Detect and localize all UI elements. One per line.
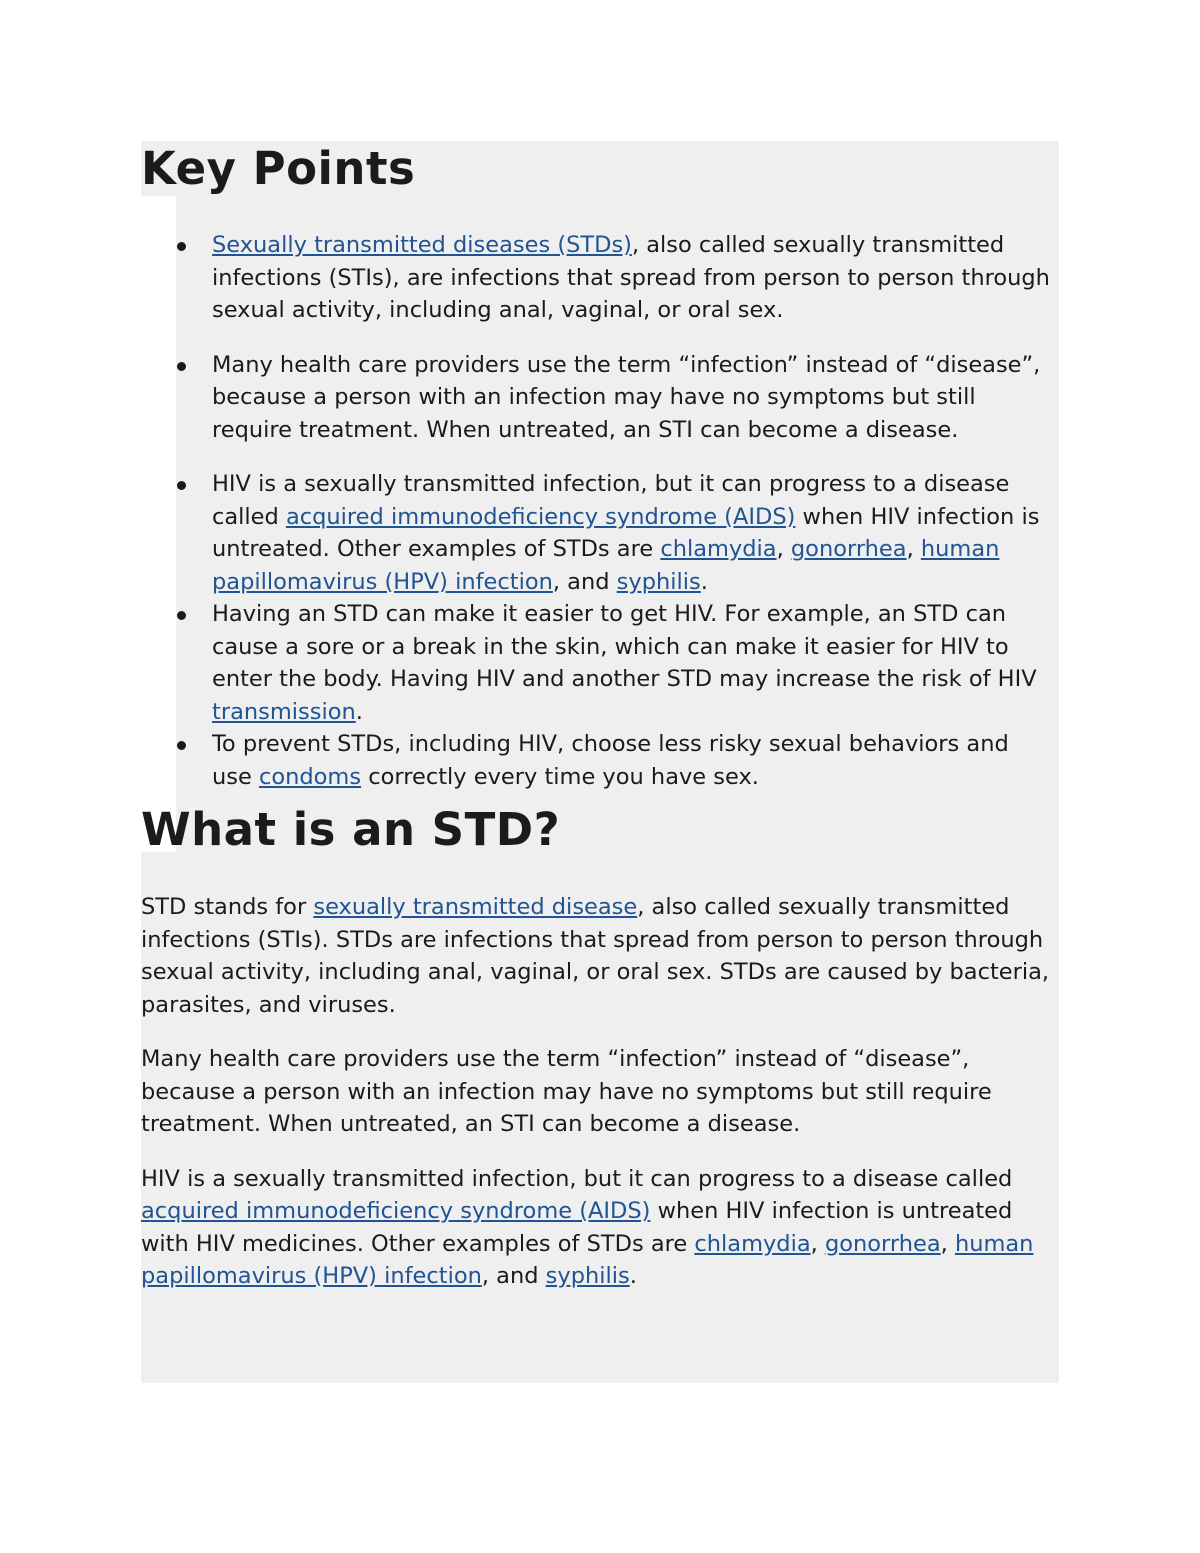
list-item: [141, 728, 1059, 793]
bullet-icon: [177, 242, 186, 251]
chlamydia-link[interactable]: chlamydia: [694, 1230, 811, 1257]
item-text: .: [355, 698, 363, 725]
item-text: .: [700, 568, 708, 595]
item-text: correctly every time you have sex.: [361, 763, 759, 790]
list-item: [141, 598, 1059, 728]
aids-link[interactable]: acquired immunodeficiency syndrome (AIDS): [141, 1198, 651, 1224]
key-points-list: [141, 229, 1059, 793]
paragraph-text: Many health care providers use the term “infection” instead of “disease”, because a person with an infection may have no symptoms but still require treatment. When untreated, an STI can become a disease.: [141, 1046, 992, 1137]
item-text: To prevent STDs, including HIV, choose less risky sexual behaviors and use: [212, 731, 1009, 790]
bullet-icon: [177, 611, 186, 620]
paragraph-text: HIV is a sexually transmitted infection, but it can progress to a disease called: [141, 1165, 1013, 1192]
hpv-link[interactable]: human papillomavirus (HPV) infection: [141, 1230, 1034, 1289]
paragraph-text: when HIV infection is untreated with HIV medicines. Other examples of STDs are: [141, 1198, 1013, 1257]
paragraph: [141, 1043, 1059, 1141]
bullet-icon: [177, 741, 186, 750]
item-text: ,: [906, 536, 921, 562]
paragraph-text: ,: [810, 1230, 825, 1257]
gonorrhea-link[interactable]: gonorrhea: [790, 536, 907, 562]
std-definition-link[interactable]: sexually transmitted disease: [313, 894, 638, 920]
item-text: Having an STD can make it easier to get HIV. For example, an STD can cause a sore or a break in the skin, which can make it easier for HIV to enter the body. Having HIV and another STD may increase the risk of HIV: [212, 601, 1037, 692]
aids-link[interactable]: acquired immunodeficiency syndrome (AIDS): [285, 503, 796, 530]
paragraph: [141, 1163, 1059, 1293]
bullet-icon: [177, 481, 186, 490]
transmission-link[interactable]: transmission: [212, 698, 356, 725]
item-text: , and: [552, 568, 617, 595]
what-is-std-heading: What is an STD?: [141, 803, 561, 856]
key-points-heading: Key Points: [141, 142, 416, 195]
condoms-link[interactable]: condoms: [258, 763, 362, 790]
syphilis-link[interactable]: syphilis: [616, 568, 701, 595]
paragraph-text: , also called sexually transmitted infections (STIs). STDs are infections that spread from person to person through sexual activity, including anal, vaginal, or oral sex. STDs are caused by bacteria, parasites, and viruses.: [141, 894, 1050, 1018]
chlamydia-link[interactable]: chlamydia: [660, 536, 777, 562]
paragraph-text: .: [629, 1263, 637, 1289]
syphilis-link[interactable]: syphilis: [545, 1263, 630, 1289]
paragraph-text: STD stands for: [141, 894, 314, 920]
list-item: [141, 229, 1059, 327]
paragraph-text: ,: [940, 1230, 955, 1257]
document-content: [141, 141, 1059, 1293]
list-item: [141, 349, 1059, 447]
gonorrhea-link[interactable]: gonorrhea: [824, 1230, 941, 1257]
item-text: , also called sexually transmitted infections (STIs), are infections that spread from person to person through sexual activity, including anal, vaginal, or oral sex.: [212, 232, 1050, 323]
paragraph: [141, 891, 1059, 1021]
bullet-icon: [177, 362, 186, 371]
item-text: Many health care providers use the term “infection” instead of “disease”, because a person with an infection may have no symptoms but still require treatment. When untreated, an STI can become a disease.: [212, 351, 1041, 443]
paragraph-text: , and: [481, 1263, 546, 1289]
item-text: when HIV infection is untreated. Other examples of STDs are: [212, 503, 1040, 562]
std-link[interactable]: Sexually transmitted diseases (STDs): [212, 232, 632, 258]
list-item: [141, 468, 1059, 598]
hpv-link[interactable]: human papillomavirus (HPV) infection: [212, 536, 1000, 595]
item-text: ,: [776, 536, 791, 562]
item-text: HIV is a sexually transmitted infection, but it can progress to a disease called: [212, 471, 1010, 530]
